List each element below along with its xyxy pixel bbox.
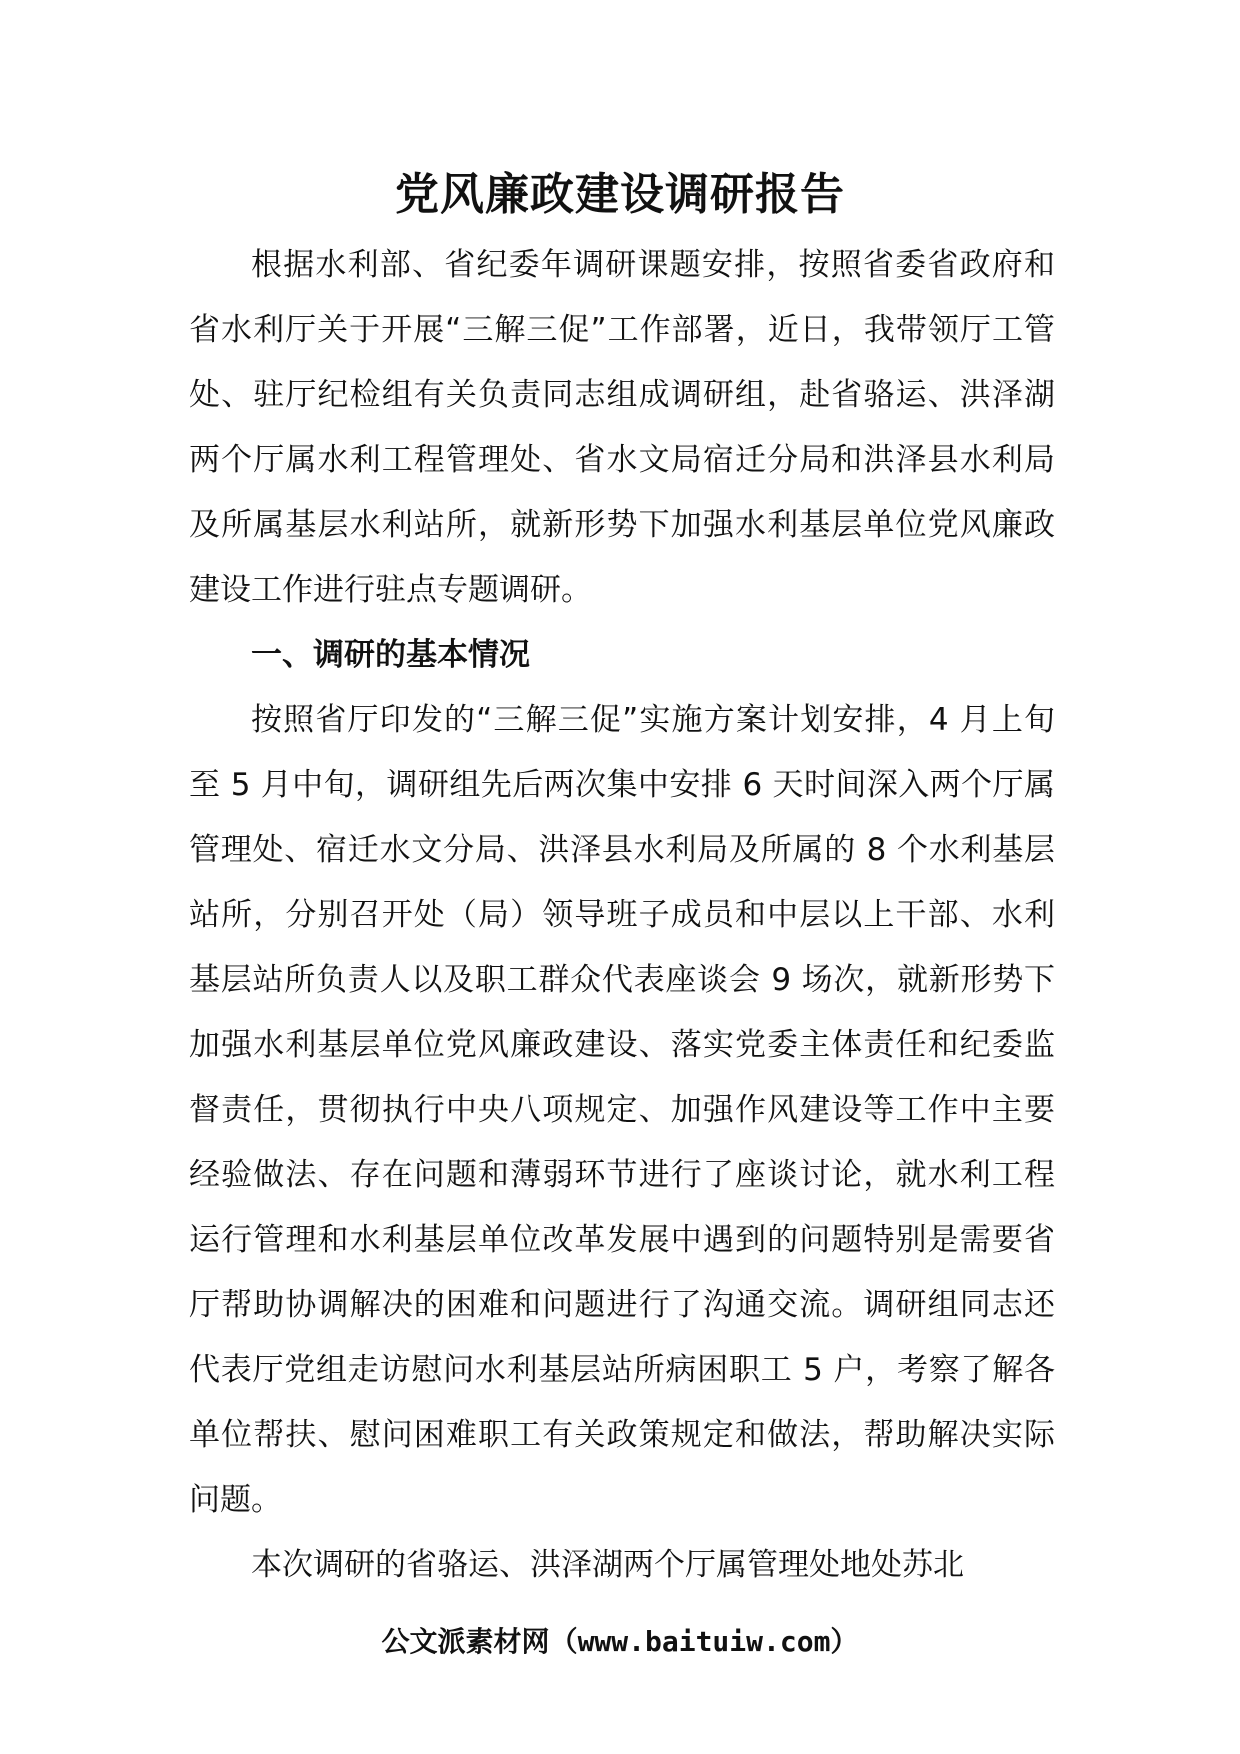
footer-site-name: 公文派素材网: [381, 1625, 550, 1658]
footer-url: （www.baituiw.com）: [549, 1625, 859, 1658]
section-paragraph: 本次调研的省骆运、洪泽湖两个厅属管理处地处苏北: [251, 1547, 964, 1583]
footer-watermark: [0, 1622, 1240, 1662]
section-heading: 一、调研的基本情况: [251, 637, 530, 673]
intro-paragraph: 根据水利部、省纪委年调研课题安排，按照省委省政府和省水利厅关于开展“三解三促”工作部署，近日，我带领厅工管处、驻厅纪检组有关负责同志组成调研组，赴省骆运、洪泽湖两个厅属水利工程管理处、省水文局宿迁分局和洪泽县水利局及所属基层水利站所，就新形势下加强水利基层单位党风廉政建设工作进行驻点专题调研。: [189, 247, 1055, 608]
document-body: [189, 233, 1055, 1598]
document-title: 党风廉政建设调研报告: [395, 169, 845, 220]
section-paragraph: 按照省厅印发的“三解三促”实施方案计划安排，4 月上旬至 5 月中旬，调研组先后两次集中安排 6 天时间深入两个厅属管理处、宿迁水文分局、洪泽县水利局及所属的 8 个水利基层站所，分别召开处（局）领导班子成员和中层以上干部、水利基层站所负责人以及职工群众代表座谈会 9 场次，就新形势下加强水利基层单位党风廉政建设、落实党委主体责任和纪委监督责任，贯彻执行中央八项规定、加强作风建设等工作中主要经验做法、存在问题和薄弱环节进行了座谈讨论，就水利工程运行管理和水利基层单位改革发展中遇到的问题特别是需要省厅帮助协调解决的困难和问题进行了沟通交流。调研组同志还代表厅党组走访慰问水利基层站所病困职工 5 户，考察了解各单位帮扶、慰问困难职工有关政策规定和做法，帮助解决实际问题。: [189, 702, 1055, 1518]
